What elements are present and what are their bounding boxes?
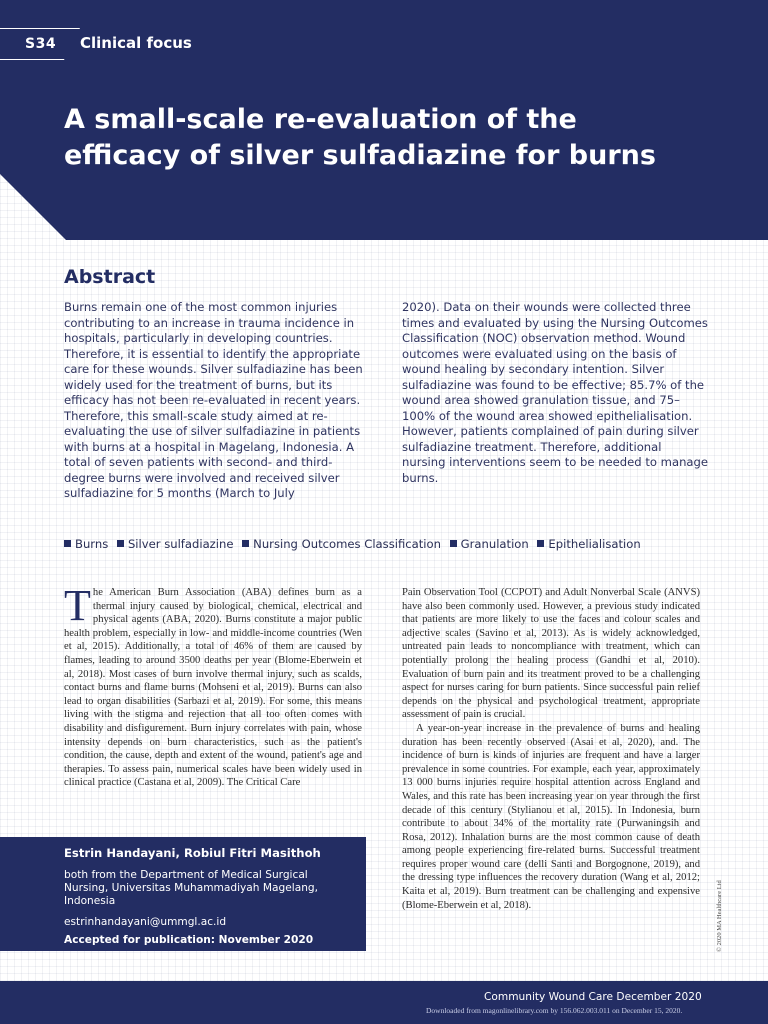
keyword-label: Burns <box>75 537 109 551</box>
accepted-date: Accepted for publication: November 2020 <box>64 934 314 946</box>
keyword <box>450 537 529 551</box>
author-box <box>0 837 366 951</box>
keyword <box>64 537 108 551</box>
square-bullet-icon <box>537 540 544 547</box>
page-number: S34 <box>25 36 57 52</box>
author-email: estrinhandayani@ummgl.ac.id <box>64 916 227 928</box>
body-column-left <box>64 581 362 790</box>
square-bullet-icon <box>242 540 249 547</box>
drop-cap: T <box>64 581 91 630</box>
abstract-heading: Abstract <box>64 266 156 288</box>
abstract-text-left: Burns remain one of the most common injuries contributing to an increase in trauma incidence in hospitals, particularly in developing countries. Therefore, it is essential to identify the appropriate care for these wounds. Silver sulfadiazine has been widely used for the treatment of burns, but its efficacy has not been re-evaluated in recent years. Therefore, this small-scale study aimed at re-evaluating the use of silver sulfadiazine in patients with burns at a hospital in Magelang, Indonesia. A total of seven patients with second- and third-degree burns were involved and received silver sulfadiazine for 5 months (March to July <box>64 300 363 500</box>
journal-issue: Community Wound Care December 2020 <box>484 991 702 1003</box>
author-affiliation: both from the Department of Medical Surgical Nursing, Universitas Muhammadiyah Magelang, Indonesia <box>64 869 318 907</box>
square-bullet-icon <box>450 540 457 547</box>
abstract-text-right: 2020). Data on their wounds were collected three times and evaluated by using the Nursing Outcomes Classification (NOC) observation method. Wound outcomes were evaluated using on the basis of wound healing by secondary intention. Silver sulfadiazine was found to be effective; 85.7% of the wound area showed granulation tissue, and 75–100% of the wound area showed epithelialisation. However, patients complained of pain during silver sulfadiazine treatment. Therefore, additional nursing interventions seem to be needed to manage burns. <box>402 300 709 485</box>
section-label: Clinical focus <box>80 34 192 52</box>
keyword-label: Silver sulfadiazine <box>127 537 234 551</box>
download-notice: Downloaded from magonlinelibrary.com by 156.062.003.011 on December 15, 2020. <box>426 1006 683 1015</box>
author-names: Estrin Handayani, Robiul Fitri Masithoh <box>64 846 321 860</box>
keyword <box>242 537 441 551</box>
body-paragraph: A year-on-year increase in the prevalence of burns and healing duration has been recently observed (Asai et al, 2020), and. The incidence of burn is kinds of injuries are frequent and have a larger prevalence in some countries. For example, each year, approximately 13 000 burns injuries require hospital attention across England and Wales, and this rate has been increasing year on year through the first decade of this century (Stylianou et al, 2015). In Indonesia, burn contribute to about 34% of the mortality rate (Purwaningsih and Rosa, 2012). Inhalation burns are the most common cause of death among people experiencing fire-related burns. Successful treatment requires proper wound care (delli Santi and Borgognone, 2019), and the dressing type influences the recovery duration (Wang et al, 2012; Kaita et al, 2019). Burn treatment can be challenging and expensive (Blome-Eberwein et al, 2018). <box>402 722 700 911</box>
keyword <box>537 537 640 551</box>
keyword <box>117 537 234 551</box>
square-bullet-icon <box>64 540 71 547</box>
keyword-label: Epithelialisation <box>548 537 641 551</box>
keyword-label: Nursing Outcomes Classification <box>253 537 441 551</box>
body-paragraph: Pain Observation Tool (CCPOT) and Adult Nonverbal Scale (ANVS) have also been commonly used. However, a previous study indicated that patients are more likely to use the faces and colour scales and adjective scales (Savino et al, 2013). As is widely acknowledged, untreated pain leads to noncompliance with treatment, which can potentially prolong the healing process (Gandhi et al, 2010). Evaluation of burn pain and its treatment proved to be a challenging aspect for nurses caring for burn patients. Since successful pain relief depends on the physical and psychological treatment, appropriate assessment of pain is crucial. <box>402 587 700 721</box>
keyword-label: Granulation <box>460 537 529 551</box>
copyright-notice: © 2020 MA Healthcare Ltd <box>716 880 723 952</box>
square-bullet-icon <box>117 540 124 547</box>
body-paragraph: he American Burn Association (ABA) defines burn as a thermal injury caused by biological, chemical, electrical and physical agents (ABA, 2020). Burns constitute a major public health problem, especially in low- and middle-income countries (Wen et al, 2015). Additionally, a total of 46% of them are caused by flames, leading to around 3500 deaths per year (Blome-Eberwein et al, 2018). Most cases of burn involve thermal injury, such as scalds, contact burns and flame burns (Mohseni et al, 2019). Burns can also lead to organ disabilities (Sarbazi et al, 2019). For some, this means living with the stigma and rejection that all too often comes with disability and disfigurement. Burn injury correlates with pain, whose intensity depends on burn characteristics, such as the patient's condition, the cause, depth and extent of the wound, patient's age and therapies. To assess pain, numerical scales have been widely used in clinical practice (Castana et al, 2009). The Critical Care <box>64 587 362 789</box>
keywords <box>64 537 744 551</box>
article-title: A small-scale re-evaluation of the efficacy of silver sulfadiazine for burns <box>64 104 656 171</box>
body-column-right <box>402 586 700 912</box>
